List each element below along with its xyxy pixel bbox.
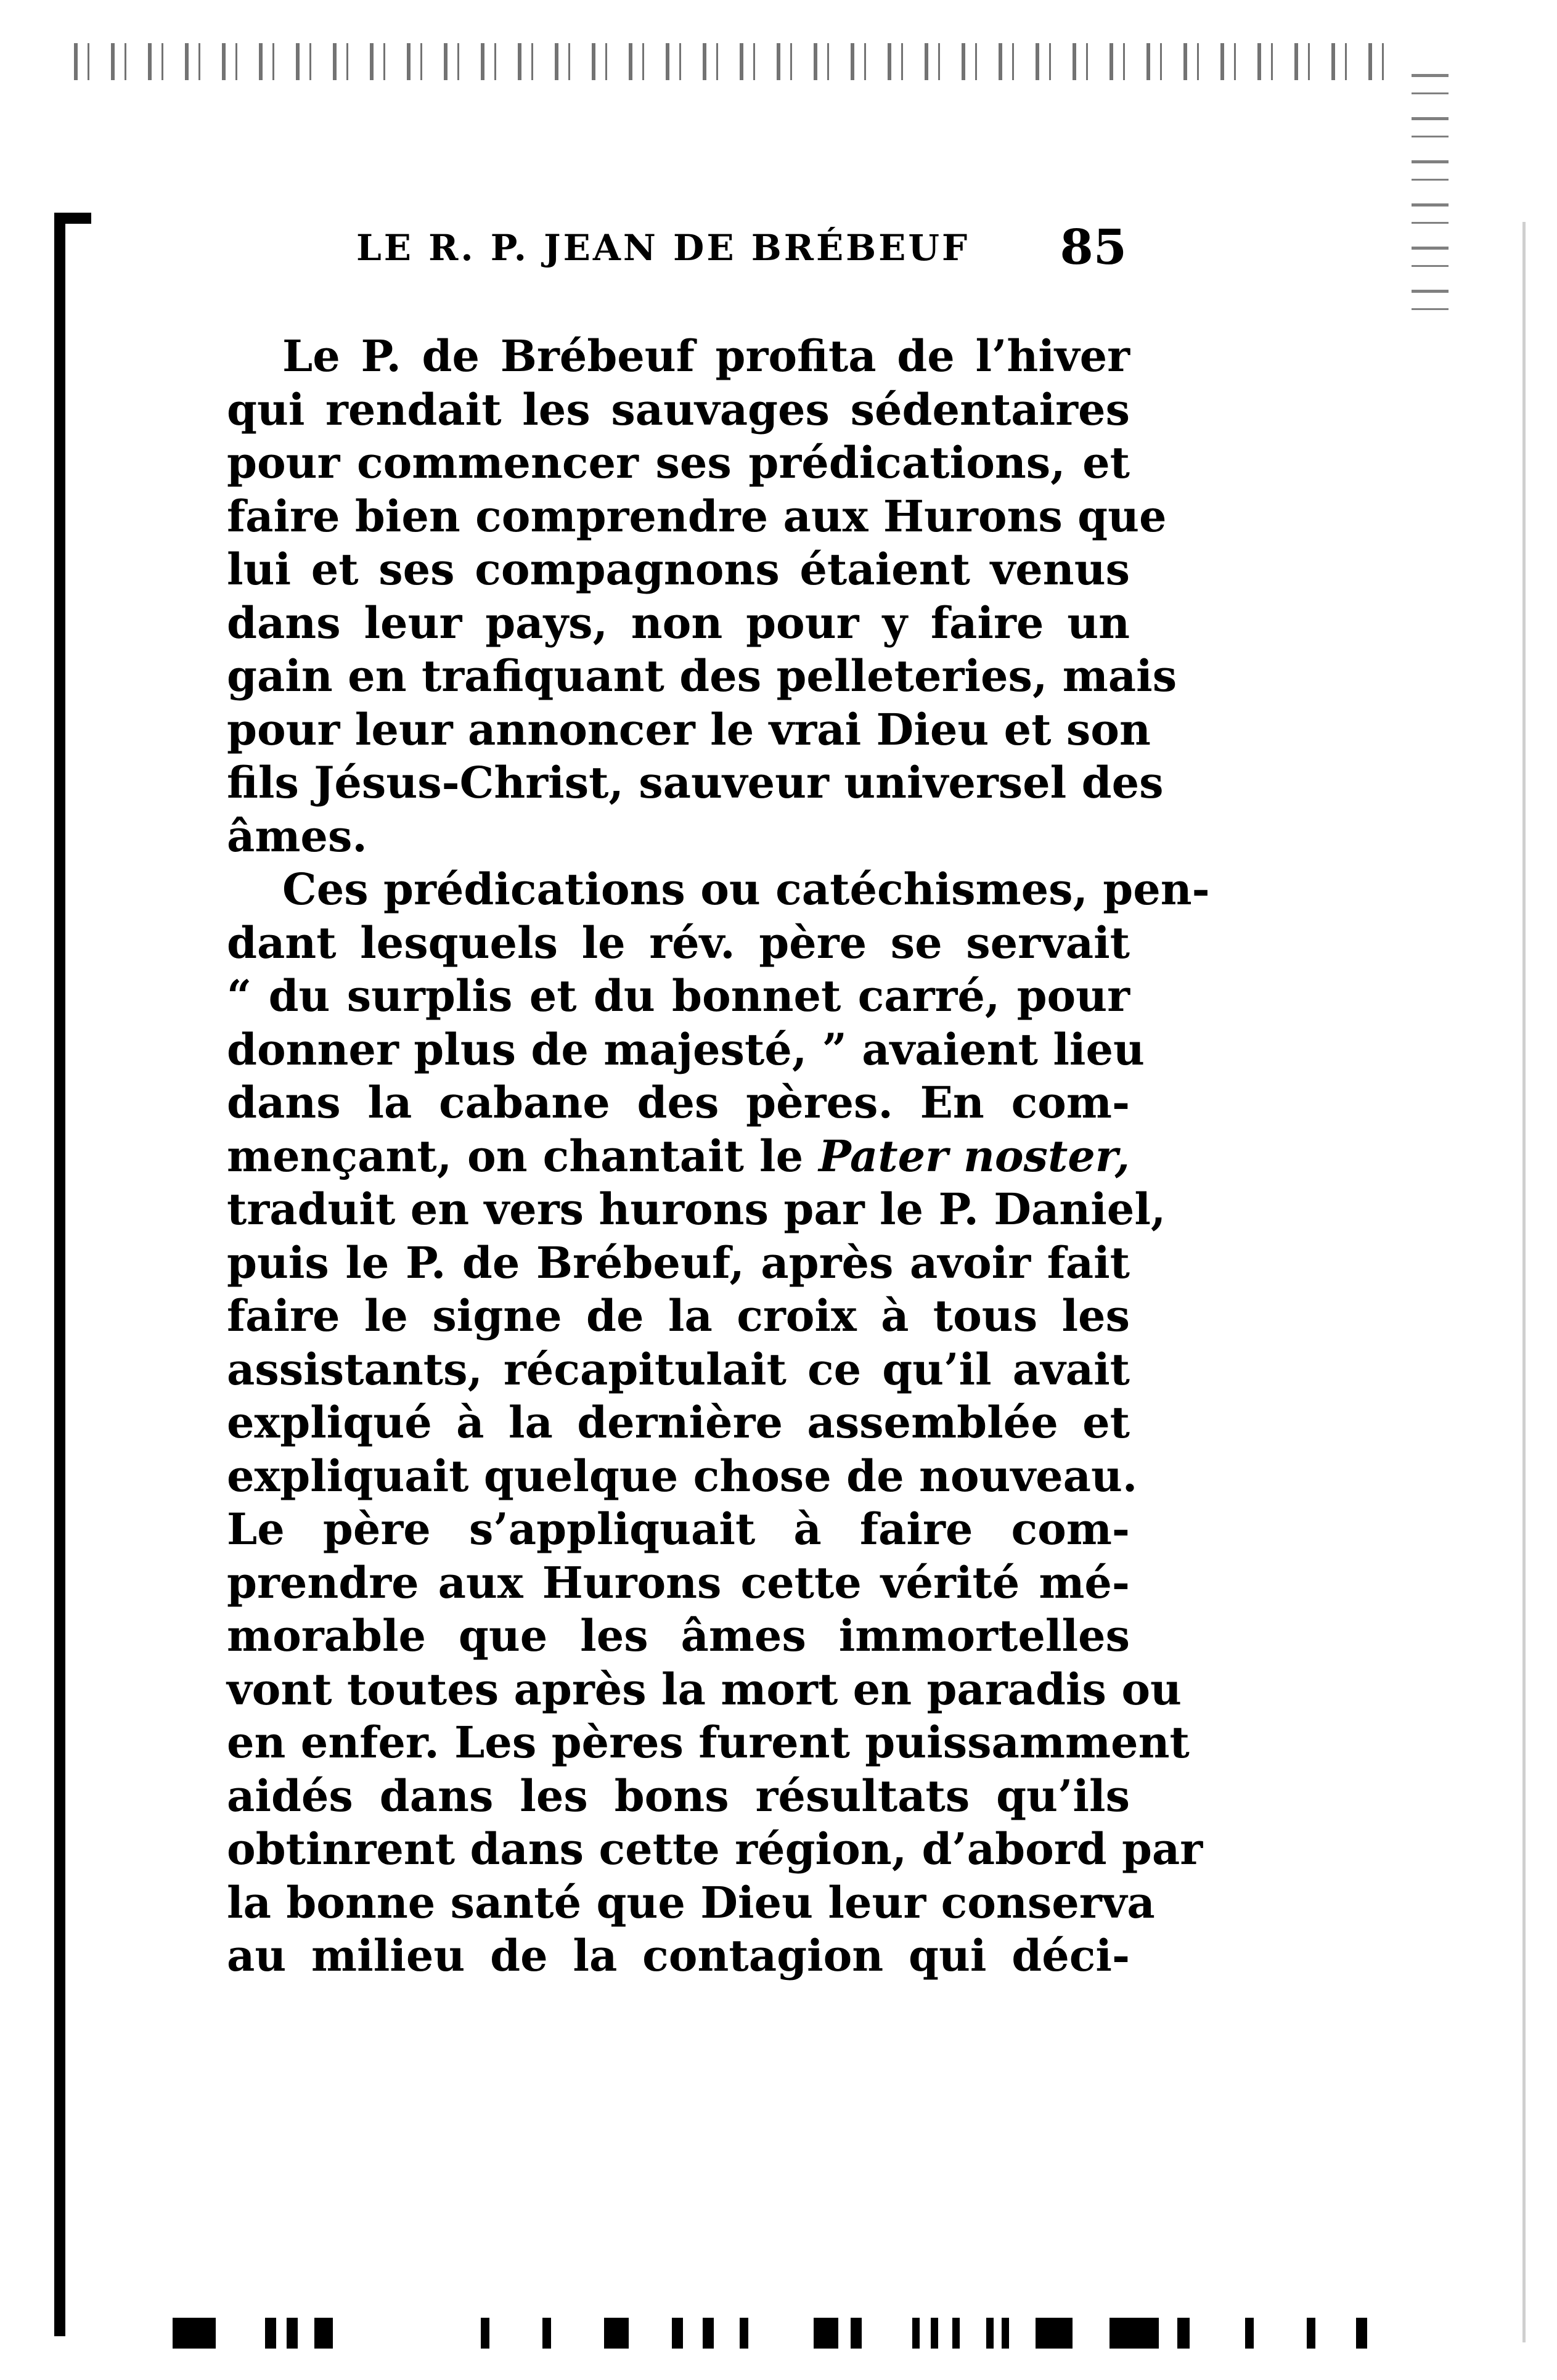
running-title: LE R. P. JEAN DE BRÉBEUF [356,227,970,269]
page-number: 85 [1060,219,1127,276]
text-line: traduit en vers hurons par le P. Daniel, [227,1184,1166,1235]
text-line: dant lesquels le rév. père se servait [227,917,1130,968]
text-line: pour leur annoncer le vrai Dieu et son [227,703,1151,755]
text-line: en enfer. Les pères furent puissamment [227,1717,1190,1768]
text-line: vont toutes après la mort en paradis ou [227,1663,1182,1715]
text-line: dans la cabane des pères. En com- [227,1077,1130,1128]
text-line: faire bien comprendre aux Hurons que [227,490,1167,542]
scan-artifact-bottom-bar [173,2318,1467,2349]
text-line: dans leur pays, non pour y faire un [227,597,1130,648]
text-line: expliqué à la dernière assemblée et [227,1397,1130,1448]
body-text [227,330,1210,1983]
text-line: la bonne santé que Dieu leur conserva [227,1876,1155,1928]
text-line: gain en trafiquant des pelleteries, mais [227,650,1177,701]
scan-artifact-right [1412,74,1449,333]
text-line: morable que les âmes immortelles [227,1610,1130,1661]
text-line: faire le signe de la croix à tous les [227,1290,1130,1341]
text-line: âmes. [227,810,367,862]
text-line: Le père s’appliquait à faire com- [227,1503,1130,1555]
text-segment: mençant, on chantait le [227,1130,804,1182]
text-line: fils Jésus-Christ, sauveur universel des [227,757,1164,808]
italic-phrase: Pater noster, [819,1130,1130,1182]
text-line: pour commencer ses prédications, et [227,437,1130,488]
page-edge-faint-rule [1522,222,1526,2342]
text-line: lui et ses compagnons étaient venus [227,544,1130,595]
text-line: au milieu de la contagion qui déci- [227,1930,1130,1981]
page-edge-rule [54,216,65,2336]
page-header [356,219,1127,282]
text-line: aidés dans les bons résultats qu’ils [227,1770,1130,1822]
scan-artifact-top [74,43,1399,80]
text-line: donner plus de majesté, ” avaient lieu [227,1023,1145,1075]
text-line: obtinrent dans cette région, d’abord par [227,1823,1203,1875]
text-line: assistants, récapitulait ce qu’il avait [227,1343,1130,1395]
text-line: expliquait quelque chose de nouveau. [227,1450,1138,1502]
text-line: Ces prédications ou catéchismes, pen- [282,864,1210,915]
text-line: qui rendait les sauvages sédentaires [227,383,1130,435]
text-line: prendre aux Hurons cette vérité mé- [227,1556,1130,1608]
text-line: “ du surplis et du bonnet carré, pour [227,970,1130,1021]
text-line: Le P. de Brébeuf profita de l’hiver [282,330,1130,382]
text-line: puis le P. de Brébeuf, après avoir fait [227,1237,1130,1288]
text-line-with-italic [227,1130,1130,1184]
